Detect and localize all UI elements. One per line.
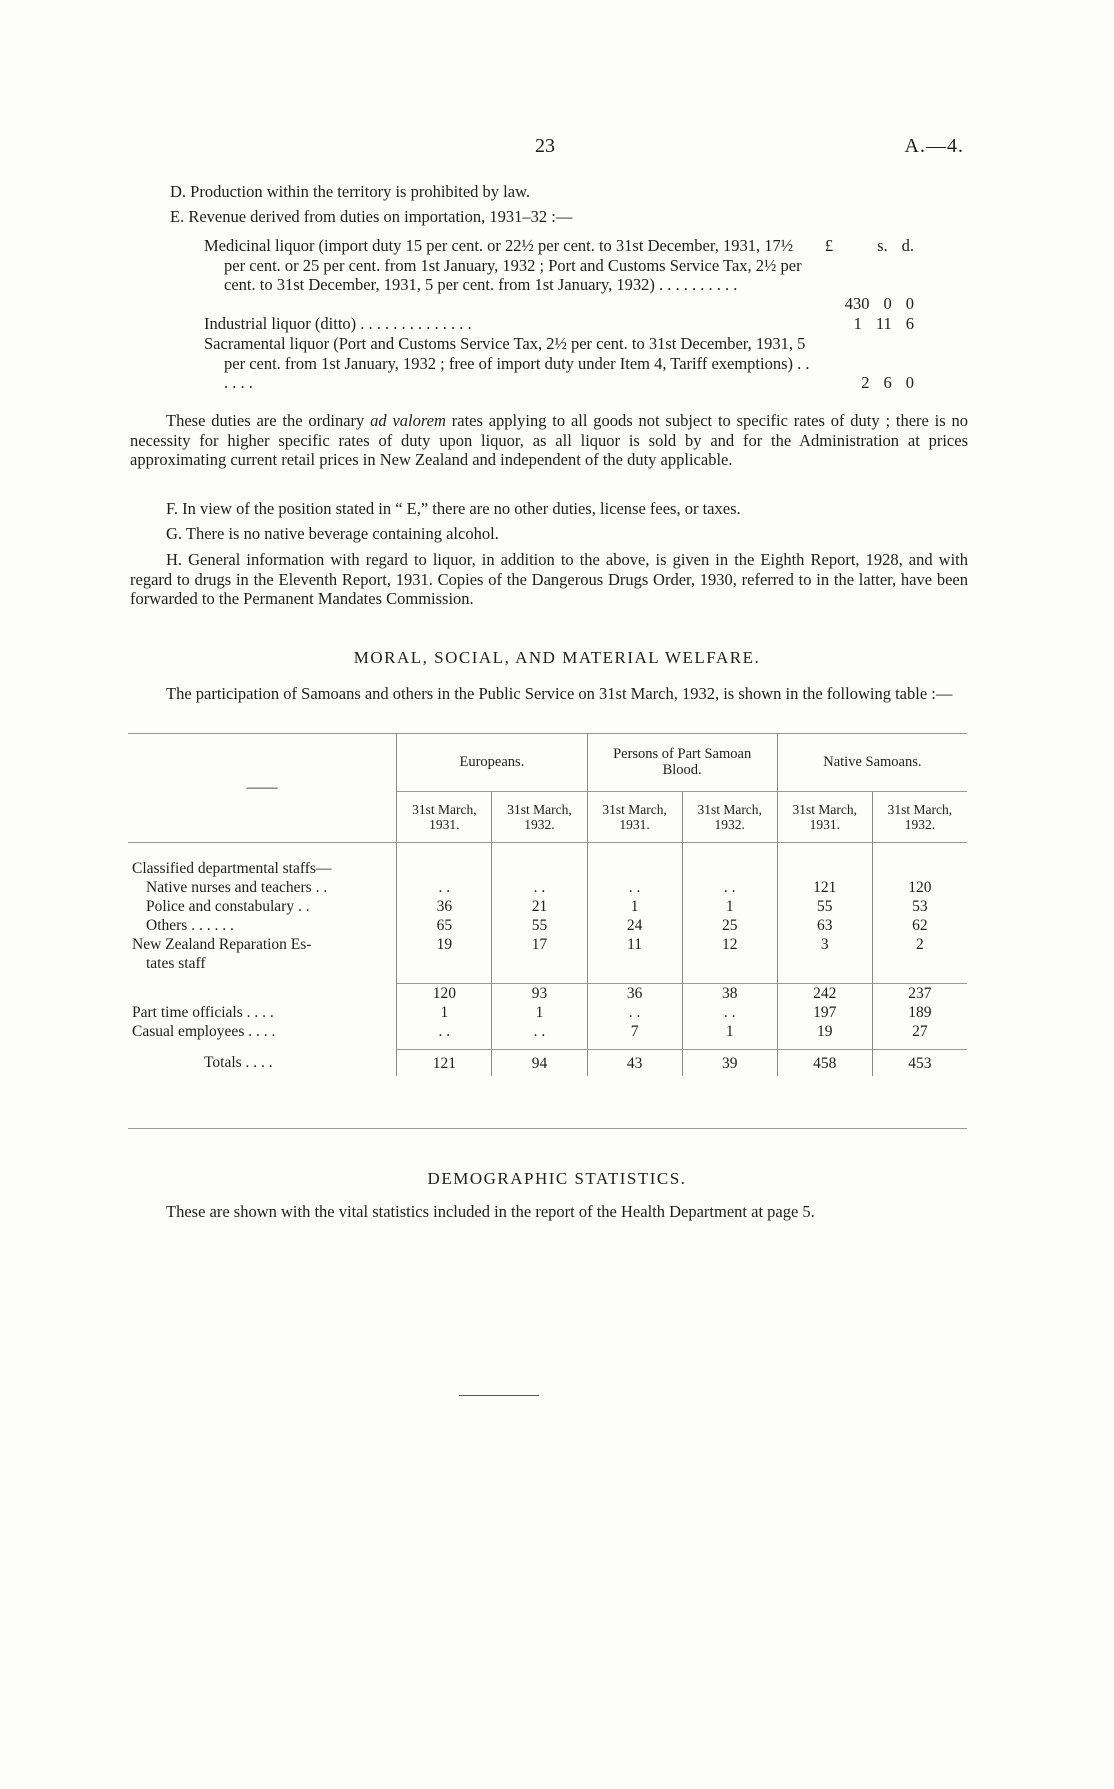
cell: 3 bbox=[777, 935, 872, 954]
cell: 19 bbox=[397, 935, 492, 954]
cell: 7 bbox=[587, 1022, 682, 1041]
table-spacer-row bbox=[128, 1041, 967, 1050]
section-h: H. General information with regard to liquor, in addition to the above, is given in the Eighth Report, 1928, and with regard to drugs in the Eleventh Report, 1931. Copies of the Dangerous Drugs Order, 1930, referred to in the latter, have been forwarded to the Permanent Mandates Commission. bbox=[130, 550, 968, 608]
table-row bbox=[128, 1022, 967, 1041]
cell: . . bbox=[682, 1003, 777, 1022]
cell: 121 bbox=[397, 1050, 492, 1077]
native-samoans-header: Native Samoans. bbox=[777, 733, 967, 792]
public-service-table bbox=[128, 733, 967, 1076]
industrial-liquor-amount bbox=[806, 314, 914, 334]
part-samoan-header: Persons of Part Samoan Blood. bbox=[587, 733, 777, 792]
table-spacer-row bbox=[128, 973, 967, 984]
cell: 1 bbox=[682, 897, 777, 916]
table-bottom-rule bbox=[128, 1128, 967, 1129]
amount-pence: 6 bbox=[905, 314, 914, 333]
cell: 19 bbox=[777, 1022, 872, 1041]
cell: . . bbox=[587, 878, 682, 897]
table-row bbox=[128, 935, 967, 954]
row-label: Native nurses and teachers . . bbox=[146, 879, 328, 896]
row-label: Police and constabulary . . bbox=[146, 898, 310, 915]
stub-header: —— bbox=[246, 778, 278, 796]
cell: 2 bbox=[872, 935, 967, 954]
cell: 17 bbox=[492, 935, 587, 954]
cell: 27 bbox=[872, 1022, 967, 1041]
cell: . . bbox=[682, 878, 777, 897]
table-row bbox=[128, 897, 967, 916]
subheader: 31st March, 1931. bbox=[397, 792, 492, 843]
cell: 1 bbox=[682, 1022, 777, 1041]
cell: 25 bbox=[682, 916, 777, 935]
table-spacer-row bbox=[128, 843, 967, 860]
pence-symbol: d. bbox=[901, 236, 914, 255]
cell: 55 bbox=[492, 916, 587, 935]
duties-paragraph bbox=[130, 411, 968, 470]
cell: 39 bbox=[682, 1050, 777, 1077]
cell: 1 bbox=[492, 1003, 587, 1022]
cell: 38 bbox=[682, 984, 777, 1004]
sacramental-liquor-amount bbox=[806, 373, 914, 393]
cell: 12 bbox=[682, 935, 777, 954]
cell: 189 bbox=[872, 1003, 967, 1022]
cell: . . bbox=[397, 878, 492, 897]
row-label: Others . . . . . . bbox=[146, 917, 234, 934]
demographic-heading: DEMOGRAPHIC STATISTICS. bbox=[427, 1169, 687, 1188]
cell: 458 bbox=[777, 1050, 872, 1077]
amount-shillings: 0 bbox=[883, 294, 892, 313]
amount-pounds: 1 bbox=[853, 314, 862, 333]
row-label: tates staff bbox=[146, 955, 206, 972]
amount-pounds: 430 bbox=[844, 294, 870, 313]
cell: 62 bbox=[872, 916, 967, 935]
shillings-symbol: s. bbox=[877, 236, 888, 255]
cell: 36 bbox=[587, 984, 682, 1004]
sacramental-liquor-entry: Sacramental liquor (Port and Customs Service Tax, 2½ per cent. to 31st December, 1931, 5 per cent. from 1st January, 1932 ; free of import duty under Item 4, Tariff exemptions) . . . . . . bbox=[204, 334, 810, 392]
row-label: Part time officials . . . . bbox=[132, 1004, 274, 1021]
subheader: 31st March, 1931. bbox=[587, 792, 682, 843]
cell: 65 bbox=[397, 916, 492, 935]
cell: 1 bbox=[397, 1003, 492, 1022]
pounds-symbol: £ bbox=[824, 236, 834, 255]
europeans-header: Europeans. bbox=[397, 733, 587, 792]
row-label: Classified departmental staffs— bbox=[132, 860, 332, 877]
row-label: New Zealand Reparation Es- bbox=[132, 936, 312, 953]
duties-text-2: rates applying to all goods not subject to specific rates of duty ; there is no necessity for higher specific rates of duty upon liquor, as all liquor is sold by and for the Administration at prices approximating current retail prices in New Zealand and independent of the duty applicable. bbox=[130, 411, 968, 469]
document-reference: A.—4. bbox=[904, 135, 964, 157]
medicinal-liquor-entry: Medicinal liquor (import duty 15 per cent. or 22½ per cent. to 31st December, 1931, 17½ per cent. or 25 per cent. from 1st January, 1932 ; Port and Customs Service Tax, 2½ per cent. to 31st December, 1931, 5 per cent. from 1st January, 1932) . . . . . . . . . . bbox=[204, 236, 802, 294]
table-row bbox=[128, 954, 967, 973]
demographic-paragraph: These are shown with the vital statistics included in the report of the Health Department at page 5. bbox=[166, 1202, 815, 1221]
currency-header bbox=[806, 236, 914, 256]
cell: 197 bbox=[777, 1003, 872, 1022]
cell: . . bbox=[492, 1022, 587, 1041]
cell: 21 bbox=[492, 897, 587, 916]
cell: 1 bbox=[587, 897, 682, 916]
cell: 94 bbox=[492, 1050, 587, 1077]
cell: 93 bbox=[492, 984, 587, 1004]
table-row bbox=[128, 878, 967, 897]
duties-text-1: These duties are the ordinary bbox=[166, 411, 371, 430]
cell: 24 bbox=[587, 916, 682, 935]
section-f: F. In view of the position stated in “ E,” there are no other duties, license fees, or taxes. bbox=[166, 499, 741, 518]
table-row bbox=[128, 916, 967, 935]
table-group-header-row bbox=[128, 733, 967, 792]
subheader: 31st March, 1931. bbox=[777, 792, 872, 843]
subheader: 31st March, 1932. bbox=[682, 792, 777, 843]
subtotal-row bbox=[128, 984, 967, 1004]
table-row bbox=[128, 859, 967, 878]
cell: 120 bbox=[397, 984, 492, 1004]
row-label: Totals . . . . bbox=[204, 1054, 273, 1072]
cell: 55 bbox=[777, 897, 872, 916]
end-rule bbox=[459, 1395, 539, 1396]
amount-shillings: 11 bbox=[875, 314, 892, 333]
amount-pounds: 2 bbox=[861, 373, 870, 392]
cell: 242 bbox=[777, 984, 872, 1004]
cell: 121 bbox=[777, 878, 872, 897]
page-header bbox=[0, 135, 1114, 159]
cell: 53 bbox=[872, 897, 967, 916]
cell: 11 bbox=[587, 935, 682, 954]
totals-row bbox=[128, 1050, 967, 1077]
cell: 453 bbox=[872, 1050, 967, 1077]
row-label: Casual employees . . . . bbox=[132, 1023, 276, 1040]
cell: 63 bbox=[777, 916, 872, 935]
participation-paragraph: The participation of Samoans and others in the Public Service on 31st March, 1932, is shown in the following table :— bbox=[166, 684, 953, 703]
section-e: E. Revenue derived from duties on importation, 1931–32 :— bbox=[170, 207, 573, 226]
subheader: 31st March, 1932. bbox=[492, 792, 587, 843]
section-g: G. There is no native beverage containing alcohol. bbox=[166, 524, 499, 543]
subheader: 31st March, 1932. bbox=[872, 792, 967, 843]
cell: 237 bbox=[872, 984, 967, 1004]
amount-pence: 0 bbox=[905, 373, 914, 392]
cell: 36 bbox=[397, 897, 492, 916]
medicinal-liquor-amount bbox=[806, 294, 914, 314]
table-row bbox=[128, 1003, 967, 1022]
amount-pence: 0 bbox=[905, 294, 914, 313]
cell: 120 bbox=[872, 878, 967, 897]
cell: . . bbox=[492, 878, 587, 897]
amount-shillings: 6 bbox=[883, 373, 892, 392]
ad-valorem-term: ad valorem bbox=[370, 411, 446, 430]
industrial-liquor-entry: Industrial liquor (ditto) . . . . . . . . . . . . . . bbox=[204, 314, 472, 333]
cell: 43 bbox=[587, 1050, 682, 1077]
page-number: 23 bbox=[535, 135, 555, 157]
moral-social-heading: MORAL, SOCIAL, AND MATERIAL WELFARE. bbox=[353, 648, 761, 667]
cell: . . bbox=[397, 1022, 492, 1041]
section-d: D. Production within the territory is prohibited by law. bbox=[170, 182, 531, 201]
cell: . . bbox=[587, 1003, 682, 1022]
